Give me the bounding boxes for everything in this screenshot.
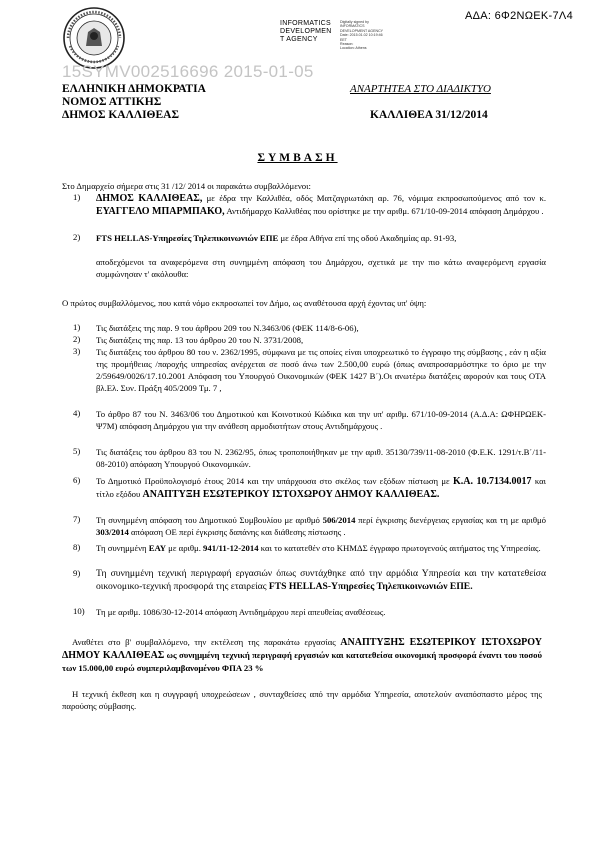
considered-item: Τις διατάξεις της παρ. 13 του άρθρου 20 του Ν. 3731/2008,: [96, 335, 304, 345]
item-text: περί έγκρισης διενέργειας εργασίας και τη με αριθμό: [355, 515, 547, 525]
item-text: με αριθμ.: [166, 543, 204, 553]
item-number: 8): [73, 542, 81, 552]
considered-item: [96, 514, 546, 538]
item-number: 1): [73, 322, 81, 332]
eay-number: 941/11-12-2014: [203, 543, 259, 553]
item-text: απόφαση ΟΕ περί έγκρισης δαπάνης και διάθεσης πίστωσης .: [128, 527, 346, 537]
closing-clause: Η τεχνική έκθεση και η συγγραφή υποχρεώσεων , συνταχθείσες από την αρμόδια Υπηρεσία, αποτελούν αναπόσπαστο μέρος της παρούσης σύμβασης.: [62, 689, 542, 711]
considered-item: Τις διατάξεις της παρ. 9 του άρθρου 209 του Ν.3463/06 (ΦΕΚ 114/8-6-06),: [96, 323, 359, 333]
parties-agreement: αποδεχόμενοι τα αναφερόμενα στη συνημμένη απόφαση του Δημάρχου, σχετικά με την πιο κάτω αναφερόμενη εργασία συμφώνησαν τ' ακόλουθα:: [96, 257, 546, 279]
budget-code: Κ.Α. 10.7134.0017: [452, 476, 532, 487]
considered-item: [96, 568, 546, 593]
signature-detail-line: DEVELOPMENT AGENCY: [340, 28, 384, 33]
expense-title: ΑΝΑΠΤΥΞΗ ΕΣΩΤΕΡΙΚΟΥ ΙΣΤΟΧΩΡΟΥ ΔΗΜΟΥ ΚΑΛΛΙΘΕΑΣ.: [142, 489, 440, 500]
signature-detail-line: INFORMATICS: [340, 24, 365, 29]
considered-item: Τις διατάξεις του άρθρου 80 του ν. 2362/1995, σύμφωνα με τις οποίες είναι υποχρεωτικό το έγγραφο της σύμβασης , εάν η αξία της προμήθειας /παροχής υπηρεσίας ανέρχεται σε ποσό άνω των 2.500,00 ευρώ (όπως αναπροσαρμόστηκε το όριο με την 2/59649/0026/17.10.2001 Απόφαση του Υπουργού Οικονομικών (ΦΕΚ 1427 Β΄).Οι ανωτέρω διατάξεις αφορούν και τους ΟΤΑ βλ.Ελ. Συν. Πράξη 405/2009 Τμ. 7 ,: [96, 347, 546, 393]
contractor-name: FTS HELLAS-Υπηρεσίες Τηλεπικοινωνιών ΕΠΕ.: [268, 580, 473, 592]
item-text: Τη συνημμένη απόφαση του Δημοτικού Συμβουλίου με αριθμό: [96, 515, 323, 525]
signature-org-line: DEVELOPMEN: [280, 28, 332, 35]
item-number: 2): [73, 334, 81, 344]
considered-item: [96, 475, 546, 501]
signature-detail-line: Reason:: [340, 42, 354, 47]
publish-notice: ΑΝΑΡΤΗΤΕΑ ΣΤΟ ΔΙΑΔΙΚΤΥΟ: [350, 83, 491, 95]
item-number: 7): [73, 514, 81, 524]
party-1: [96, 192, 546, 218]
item-number: 9): [73, 568, 81, 578]
party-number: 1): [73, 192, 81, 202]
eay-label: ΕΑΥ: [148, 543, 166, 553]
party-1-rep: ΕΥΑΓΓΕΛΟ ΜΠΑΡΜΠΑΚΟ,: [96, 206, 225, 217]
assignment-clause: [62, 636, 542, 674]
assignment-amount: ως συνημμένη τεχνική περιγραφή εργασιών και κατατεθείσα οικονομική προσφορά έναντι του ποσού των 15.000,00 ευρώ συμπεριλαμβανομένου ΦΠΑ 23 %: [62, 650, 542, 673]
registry-watermark: 15SYMV002516696 2015-01-05: [62, 62, 314, 81]
first-party-clause: Ο πρώτος συμβαλλόμενος, που κατά νόμο εκπροσωπεί τον Δήμο, ως αναθέτουσα αρχή έχοντας υπ' όψη:: [62, 298, 427, 308]
party-number: 2): [73, 232, 81, 242]
item-text: Τη συνημμένη τεχνική περιγραφή εργασιών όπως συντάχθηκε από την αρμόδια Υπηρεσία και την κατατεθείσα οικονομικο-τεχνική προσφορά της εταιρείας: [96, 568, 546, 592]
assigned-work: ΑΝΑΠΤΥΞΗΣ ΕΣΩΤΕΡΙΚΟΥ ΙΣΤΟΧΩΡΟΥ ΔΗΜΟΥ ΚΑΛΛΙΘΕΑΣ: [62, 637, 542, 661]
signature-detail-line: EET: [340, 37, 347, 42]
document-title: ΣΥΜΒΑΣΗ: [257, 152, 338, 164]
intro-line: Στο Δημαρχείο σήμερα στις 31 /12/ 2014 οι παρακάτω συμβαλλόμενοι:: [62, 181, 311, 191]
item-number: 6): [73, 475, 81, 485]
signature-org-line: T AGENCY: [280, 36, 318, 43]
party-1-name: ΔΗΜΟΣ ΚΑΛΛΙΘΕΑΣ,: [96, 193, 203, 204]
item-number: 3): [73, 346, 81, 356]
header-prefecture: ΝΟΜΟΣ ΑΤΤΙΚΗΣ: [62, 96, 162, 108]
considered-item: [96, 542, 546, 554]
signature-details: [340, 20, 383, 51]
item-number: 4): [73, 408, 81, 418]
digital-signature: [280, 20, 450, 66]
party-1-text-end: Αντιδήμαρχο Καλλιθέας που ορίστηκε με την αριθμ. 671/10-09-2014 απόφαση Δημάρχου .: [224, 206, 544, 216]
council-decision: 506/2014: [322, 515, 356, 525]
header-municipality: ΔΗΜΟΣ ΚΑΛΛΙΘΕΑΣ: [62, 109, 179, 121]
party-2-name: FTS HELLAS-Υπηρεσίες Τηλεπικοινωνιών ΕΠΕ: [96, 233, 279, 243]
municipality-seal-icon: [58, 6, 130, 70]
committee-decision: 303/2014: [96, 527, 129, 537]
header-country: ΕΛΛΗΝΙΚΗ ΔΗΜΟΚΡΑΤΙΑ: [62, 83, 206, 95]
assignment-text: Αναθέτει στο β' συμβαλλόμενο, την εκτέλεση της παρακάτω εργασίας: [72, 637, 341, 647]
document-date: ΚΑΛΛΙΘΕΑ 31/12/2014: [370, 109, 488, 121]
item-number: 10): [73, 606, 85, 616]
party-2-text: με έδρα Αθήνα επί της οδού Ακαδημίας αρ. 91-93,: [278, 233, 457, 243]
item-number: 5): [73, 446, 81, 456]
ada-code: ΑΔΑ: 6Φ2ΝΩΕΚ-7Λ4: [464, 10, 573, 22]
signature-org-line: INFORMATICS: [280, 20, 332, 27]
signature-detail-line: Digitally signed by: [340, 20, 369, 24]
considered-item: Τη με αριθμ. 1086/30-12-2014 απόφαση Αντιδημάρχου περί απευθείας αναθέσεως.: [96, 607, 386, 617]
item-text: Το Δημοτικό Προϋπολογισμό έτους 2014 και την υπάρχουσα στο σκέλος των εξόδων πίστωση με: [96, 476, 453, 486]
party-2: [96, 232, 546, 244]
item-text: Τη συνημμένη: [96, 543, 149, 553]
party-1-text: με έδρα την Καλλιθέα, οδός Ματζαγριωτάκη αρ. 76, νόμιμα εκπροσωπούμενος από τον κ.: [202, 193, 546, 203]
signature-detail-line: Date: 2015.01.02 10:19:46: [340, 33, 383, 38]
considered-item: Το άρθρο 87 του Ν. 3463/06 του Δημοτικού και Κοινοτικού Κώδικα και την υπ' αριθμ. 671/10-09-2014 (Α.Δ.Α: ΩΦΗΡΩΕΚ-Ψ7Μ) απόφαση Δημάρχου για την ανάθεση αρμοδιοτήτων στους Αντιδημάρχους .: [96, 409, 546, 431]
signature-detail-line: Location: Athens: [340, 46, 367, 51]
item-text: και το κατατεθέν στο ΚΗΜΔΣ έγγραφο πρωτογενούς αιτήματος της Υπηρεσίας.: [258, 543, 541, 553]
item-text: και τίτλο εξόδου: [96, 476, 547, 499]
considered-item: Τις διατάξεις του άρθρου 83 του Ν. 2362/95, όπως τροποποιήθηκαν με την αριθ. 35130/739/11-08-2010 (Φ.Ε.Κ. 1291/τ.Β΄/11-08-2010) απόφαση Υπουργού Οικονομικών.: [96, 447, 546, 469]
